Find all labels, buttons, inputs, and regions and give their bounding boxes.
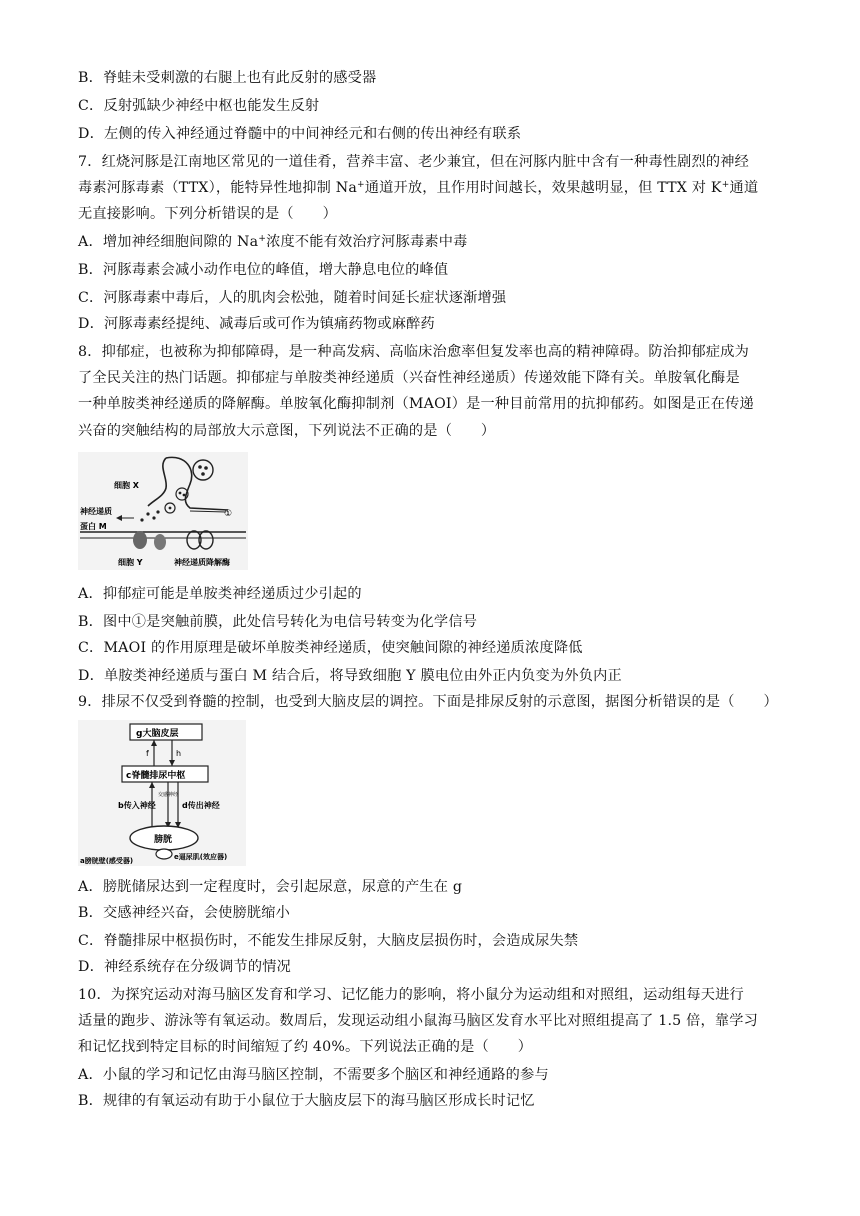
q9-option-b: B．交感神经兴奋，会使膀胱缩小: [78, 905, 291, 921]
a-label: a膀胱壁(感受器): [80, 857, 134, 865]
na-sup: +: [356, 180, 365, 190]
q8-option-c: C．MAOI 的作用原理是破坏单胺类神经递质，使突触间隙的神经递质浓度降低: [78, 640, 583, 656]
micturition-figure: [78, 720, 246, 866]
protein-m-label: 蛋白 M: [80, 522, 107, 531]
q8-option-a: A．抑郁症可能是单胺类神经递质过少引起的: [78, 586, 362, 602]
q7-option-a-2: 浓度不能有效治疗河豚毒素中毒: [266, 234, 468, 250]
b-label: b传入神经: [118, 801, 156, 810]
e-label: e逼尿肌(效应器): [174, 853, 228, 861]
neurotransmitter-label: 神经递质: [80, 507, 112, 516]
sympathetic-label: 交感神经: [158, 792, 179, 798]
q7-option-d: D．河豚毒素经提纯、减毒后或可作为镇痛药物或麻醉药: [78, 316, 435, 332]
q7-option-a: [78, 231, 468, 253]
cell-y-label: 细胞 Y: [118, 558, 143, 567]
q8-stem-line1: 8．抑郁症，也被称为抑郁障碍，是一种高发病、高临床治愈率但复发率也高的精神障碍。防治抑郁症成为: [78, 344, 750, 360]
mark-1-label: ①: [224, 509, 233, 519]
q8-option-d: D．单胺类神经递质与蛋白 M 结合后，将导致细胞 Y 膜电位由外正内负变为外负内正: [78, 668, 622, 684]
q7-stem-line2-c: 通道: [729, 180, 759, 196]
synapse-figure: [78, 452, 248, 570]
q6-option-b: B．脊蛙未受刺激的右腿上也有此反射的感受器: [78, 70, 377, 86]
q7-stem-line2-a: 毒素河豚毒素（TTX），能特异性地抑制 Na: [78, 180, 357, 196]
q7-stem-line2-b: 通道开放，且作用时间越长，效果越明显，但 TTX 对 K: [364, 180, 722, 196]
q9-option-d: D．神经系统存在分级调节的情况: [78, 959, 292, 975]
q9-stem: 9．排尿不仅受到脊髓的控制，也受到大脑皮层的调控。下面是排尿反射的示意图，据图分析错误的是（ ）: [78, 694, 778, 710]
q8-option-b: B．图中①是突触前膜，此处信号转化为电信号转变为化学信号: [78, 614, 478, 630]
q10-stem-line1: 10．为探究运动对海马脑区发育和学习、记忆能力的影响，将小鼠分为运动组和对照组，运动组每天进行: [78, 987, 744, 1003]
na-sup-2: +: [258, 234, 267, 244]
cell-x-label: 细胞 X: [114, 481, 139, 490]
bladder-label: 膀胱: [154, 835, 173, 845]
q10-stem-line3: 和记忆找到特定目标的时间缩短了约 40%。下列说法正确的是（ ）: [78, 1039, 533, 1055]
q7-stem-line1: 7．红烧河豚是江南地区常见的一道佳肴，营养丰富、老少兼宜，但在河豚内脏中含有一种毒性剧烈的神经: [78, 154, 750, 170]
c-label: c脊髓排尿中枢: [126, 771, 186, 781]
d-label: d传出神经: [182, 801, 220, 810]
q10-option-a: A．小鼠的学习和记忆由海马脑区控制，不需要多个脑区和神经通路的参与: [78, 1067, 549, 1083]
q7-option-b: B．河豚毒素会减小动作电位的峰值，增大静息电位的峰值: [78, 262, 449, 278]
k-sup: +: [721, 180, 730, 190]
q6-option-c: C．反射弧缺少神经中枢也能发生反射: [78, 98, 320, 114]
q8-stem-line3: 一种单胺类神经递质的降解酶。单胺氧化酶抑制剂（MAOI）是一种目前常用的抗抑郁药。如图是正在传递: [78, 396, 754, 412]
q7-stem-line3: 无直接影响。下列分析错误的是（ ）: [78, 206, 337, 222]
q6-option-d: D．左侧的传入神经通过脊髓中的中间神经元和右侧的传出神经有联系: [78, 126, 522, 142]
q9-option-a: A．膀胱储尿达到一定程度时，会引起尿意，尿意的产生在 g: [78, 879, 463, 895]
q7-stem-line2: [78, 177, 758, 199]
q8-stem-line4: 兴奋的突触结构的局部放大示意图，下列说法不正确的是（ ）: [78, 423, 496, 439]
q8-stem-line2: 了全民关注的热门话题。抑郁症与单胺类神经递质（兴奋性神经递质）传递效能下降有关。单胺氧化酶是: [78, 370, 740, 386]
g-label: g大脑皮层: [136, 729, 179, 739]
q10-stem-line2: 适量的跑步、游泳等有氧运动。数周后，发现运动组小鼠海马脑区发育水平比对照组提高了 1.5 倍，靠学习: [78, 1013, 759, 1029]
q9-option-c: C．脊髓排尿中枢损伤时，不能发生排尿反射，大脑皮层损伤时，会造成尿失禁: [78, 933, 579, 949]
q7-option-a-1: A．增加神经细胞间隙的 Na: [78, 234, 259, 250]
q10-option-b: B．规律的有氧运动有助于小鼠位于大脑皮层下的海马脑区形成长时记忆: [78, 1093, 535, 1109]
q7-option-c: C．河豚毒素中毒后，人的肌肉会松弛，随着时间延长症状逐渐增强: [78, 290, 507, 306]
f-label: f: [146, 749, 149, 758]
h-label: h: [176, 749, 182, 758]
enzyme-label: 神经递质降解酶: [174, 558, 230, 567]
